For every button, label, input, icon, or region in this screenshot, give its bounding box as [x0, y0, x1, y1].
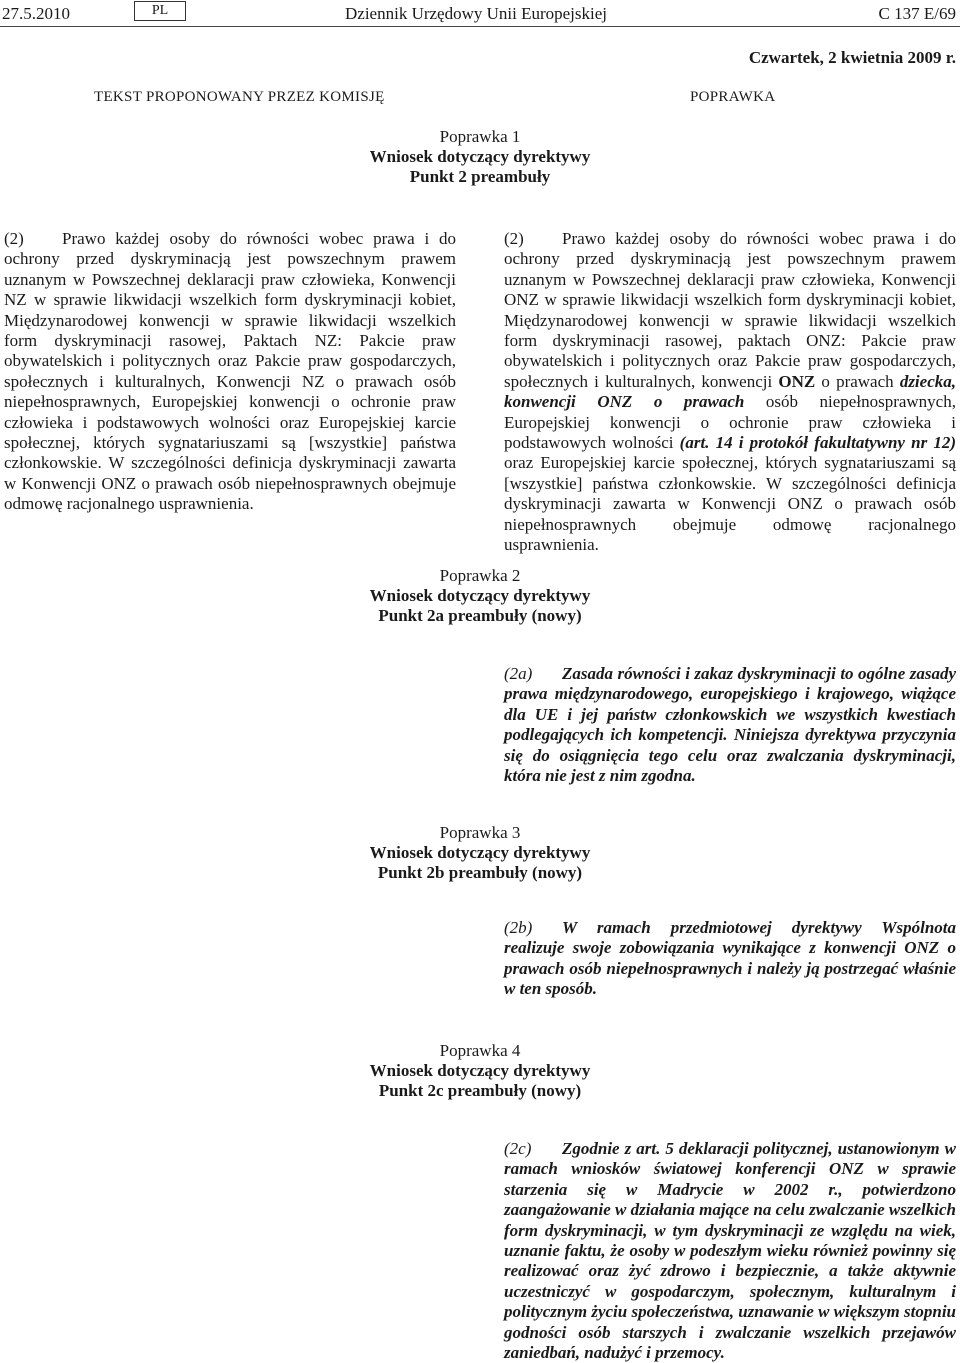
amendment-2-amended-text [504, 664, 956, 786]
issue-reference: C 137 E/69 [878, 4, 956, 23]
amendment-number: Poprawka 4 [439, 1041, 521, 1060]
amendment-1-amended-text [504, 229, 956, 556]
sitting-date: Czwartek, 2 kwietnia 2009 r. [748, 48, 956, 67]
amendment-point: Punkt 2b preambuły (nowy) [377, 863, 583, 882]
amendment-3-amended-text [504, 918, 956, 1000]
amendment-4-amended-text [504, 1139, 956, 1363]
amendment-point: Punkt 2a preambuły (nowy) [378, 606, 582, 625]
paragraph-number: (2a) [504, 664, 533, 683]
language-badge: PL [134, 1, 186, 21]
paragraph-insertion: dziecka, konwencji ONZ o prawach [504, 371, 956, 412]
amendment-4-heading [0, 1041, 960, 1101]
paragraph-body-part: ONZ [778, 371, 816, 391]
amendment-point: Punkt 2 preambuły [409, 167, 551, 186]
column-heading-amendment: POPRAWKA [690, 89, 776, 105]
paragraph-insertion: (art. 14 i protokół fakultatywny nr 12) [679, 433, 956, 453]
paragraph-body-part: o prawach [815, 371, 900, 391]
header-divider [0, 26, 960, 27]
paragraph-number: (2) [4, 229, 24, 248]
amendment-title: Wniosek dotyczący dyrektywy [369, 147, 591, 166]
journal-title: Dziennik Urzędowy Unii Europejskiej [345, 4, 608, 23]
amendment-number: Poprawka 1 [439, 127, 521, 146]
amendment-point: Punkt 2c preambuły (nowy) [378, 1081, 582, 1100]
amendment-number: Poprawka 2 [439, 566, 521, 585]
journal-header [0, 0, 960, 26]
amendment-title: Wniosek dotyczący dyrektywy [369, 843, 591, 862]
amendment-number: Poprawka 3 [439, 823, 521, 842]
column-heading-commission: TEKST PROPONOWANY PRZEZ KOMISJĘ [94, 89, 385, 105]
amendment-2-heading [0, 566, 960, 626]
paragraph-body-part: Prawo każdej osoby do równości wobec prawa i do ochrony przed dyskryminacją jest powszechnym prawem uznanym w Powszechnej deklaracji praw człowieka, Konwencji ONZ w sprawie likwidacji wszelkich form dyskryminacji kobiet, Międzynarodowej konwencji w sprawie likwidacji wszelkich form dyskryminacji rasowej, paktach ONZ: Pakcie praw obywatelskich i politycznych oraz Pakcie praw gospodarczych, społecznych i kulturalnych, konwencji [504, 229, 956, 391]
paragraph-body-part: oraz Europejskiej karcie społecznej, których sygnatariuszami są [wszystkie] państwa członkowskie. W szczególności definicja dyskryminacji zawarta w Konwencji ONZ o prawach osób niepełnosprawnych obejmuje odmowę racjonalnego usprawnienia. [504, 453, 956, 555]
paragraph-body-part: osób niepełnosprawnych, Europejskiej konwencji o ochronie praw człowieka i podstawowych wolności [504, 392, 956, 453]
amendment-1-original-text [4, 229, 456, 515]
paragraph-number: (2b) [504, 918, 533, 937]
amendment-title: Wniosek dotyczący dyrektywy [369, 1061, 591, 1080]
paragraph-number: (2) [504, 229, 524, 248]
amendment-1-heading [0, 127, 960, 187]
paragraph-body: Prawo każdej osoby do równości wobec prawa i do ochrony przed dyskryminacją jest powszechnym prawem uznanym w Powszechnej deklaracji praw człowieka, Konwencji NZ w sprawie likwidacji wszelkich form dyskryminacji kobiet, Międzynarodowej konwencji w sprawie likwidacji wszelkich form dyskryminacji rasowej, Paktach NZ: Pakcie praw obywatelskich i politycznych oraz Pakcie praw gospodarczych, społecznych i kulturalnych, Konwencji NZ o prawach osób niepełnosprawnych, Europejskiej konwencji o ochronie praw człowieka i podstawowych wolności oraz Europejskiej karcie społecznej, których sygnatariuszami są [wszystkie] państwa członkowskie. W szczególności definicja dyskryminacji zawarta w Konwencji ONZ o prawach osób niepełnosprawnych obejmuje odmowę racjonalnego usprawnienia. [4, 229, 456, 514]
amendment-3-heading [0, 823, 960, 883]
paragraph-body: W ramach przedmiotowej dyrektywy Wspólnota realizuje swoje zobowiązania wynikające z konwencji ONZ o prawach osób niepełnosprawnych i należy ją postrzegać właśnie w ten sposób. [504, 918, 956, 999]
paragraph-number: (2c) [504, 1139, 532, 1158]
amendment-title: Wniosek dotyczący dyrektywy [369, 586, 591, 605]
paragraph-body: Zgodnie z art. 5 deklaracji politycznej, ustanowionym w ramach wniosków światowej konferencji ONZ w sprawie starzenia się w Madrycie w 2002 r., potwierdzono zaangażowanie w działania mające na celu zwalczanie wszelkich form dyskryminacji, w tym dyskryminacji ze względu na wiek, uznanie faktu, że osoby w podeszłym wieku również powinny się realizować oraz żyć zdrowo i bezpiecznie, a także aktywnie uczestniczyć w gospodarczym, społecznym, kulturalnym i politycznym życiu społeczeństwa, uznawanie w większym stopniu godności osób starszych i zwalczanie wszelkich przejawów zaniedbań, nadużyć i przemocy. [504, 1139, 956, 1363]
publication-date: 27.5.2010 [2, 4, 70, 23]
paragraph-body: Zasada równości i zakaz dyskryminacji to ogólne zasady prawa międzynarodowego, europejskiego i krajowego, wiążące dla UE i jej państw członkowskich we wszystkich kwestiach podlegających ich kompetencji. Niniejsza dyrektywa przyczynia się do osiągnięcia tego celu oraz zwalczania dyskryminacji, która nie jest z nim zgodna. [504, 664, 956, 786]
